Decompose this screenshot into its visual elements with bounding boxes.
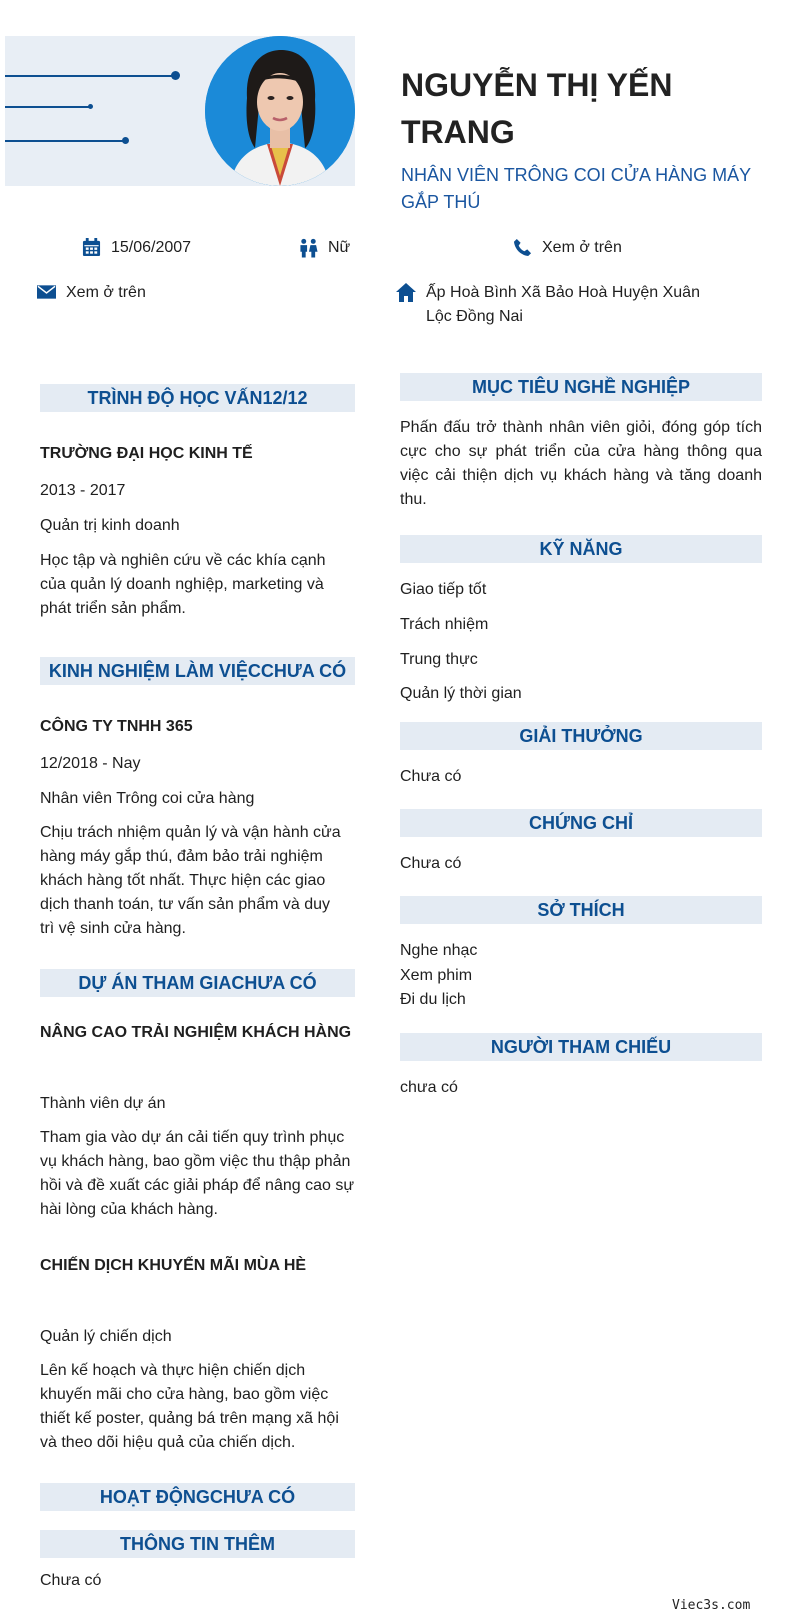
skill-item: Giao tiếp tốt: [400, 581, 487, 598]
address-item: [396, 281, 726, 329]
envelope-icon: [37, 285, 56, 299]
avatar: [205, 36, 355, 186]
skill-item: Quản lý thời gian: [400, 685, 522, 702]
brand-watermark: Viec3s.com: [672, 1598, 751, 1613]
project-description: Lên kế hoạch và thực hiện chiến dịch khuyến mãi cho cửa hàng, bao gồm việc thiết kế poster, quảng bá trên mạng xã hội và theo dõi hiệu quả của chiến dịch.: [40, 1362, 339, 1451]
experience-position: Nhân viên Trông coi cửa hàng: [40, 790, 255, 807]
project-description: Tham gia vào dự án cải tiến quy trình phục vụ khách hàng, bao gồm việc thu thập phản hồi và đề xuất các giải pháp để nâng cao sự hài lòng của khách hàng.: [40, 1129, 355, 1218]
experience-company: CÔNG TY TNHH 365: [40, 718, 193, 735]
address-value: Ấp Hoà Bình Xã Bảo Hoà Huyện Xuân Lộc Đồng Nai: [426, 284, 700, 325]
skills-heading: KỸ NĂNG: [400, 535, 762, 563]
phone-item: [513, 236, 622, 260]
decor-dot: [171, 71, 180, 80]
skill-item: Trách nhiệm: [400, 616, 489, 633]
project-role: Quản lý chiến dịch: [40, 1328, 172, 1345]
experience-period: 12/2018 - Nay: [40, 755, 141, 772]
job-title: NHÂN VIÊN TRÔNG COI CỬA HÀNG MÁY GẮP THÚ: [401, 165, 751, 212]
project-role: Thành viên dự án: [40, 1095, 166, 1112]
project-name: CHIẾN DỊCH KHUYẾN MÃI MÙA HÈ: [40, 1257, 307, 1274]
objective-content: Phấn đấu trở thành nhân viên giỏi, đóng góp tích cực cho sự phát triển của cửa hàng thông qua việc cải thiện dịch vụ khách hàng và tăng doanh thu.: [400, 419, 762, 508]
experience-heading: KINH NGHIỆM LÀM VIỆCCHƯA CÓ: [40, 657, 355, 685]
additional-info-heading: THÔNG TIN THÊM: [40, 1530, 355, 1558]
decor-dot: [88, 104, 93, 109]
projects-heading: DỰ ÁN THAM GIACHƯA CÓ: [40, 969, 355, 997]
education-description: Học tập và nghiên cứu về các khía cạnh của quản lý doanh nghiệp, marketing và phát triển sản phẩm.: [40, 552, 326, 617]
home-icon: [396, 283, 416, 302]
birthdate-value: 15/06/2007: [111, 239, 192, 256]
experience-description: Chịu trách nhiệm quản lý và vận hành cửa hàng máy gắp thú, đảm bảo trải nghiệm khách hàng tốt nhất. Thực hiện các giao dịch thanh toán, tư vấn sản phẩm và duy trì vệ sinh cửa hàng.: [40, 824, 341, 937]
certificates-heading: CHỨNG CHỈ: [400, 809, 762, 837]
activities-heading: HOẠT ĐỘNGCHƯA CÓ: [40, 1483, 355, 1511]
hobbies-heading: SỞ THÍCH: [400, 896, 762, 924]
hobby-item: Xem phim: [400, 967, 473, 984]
hobby-item: Nghe nhạc: [400, 942, 478, 959]
education-major: Quản trị kinh doanh: [40, 517, 180, 534]
hobby-item: Đi du lịch: [400, 991, 466, 1008]
phone-value: Xem ở trên: [542, 239, 622, 256]
education-heading: TRÌNH ĐỘ HỌC VẤN12/12: [40, 384, 355, 412]
skill-item: Trung thực: [400, 651, 478, 668]
calendar-icon: [82, 238, 101, 257]
email-item: [37, 281, 146, 305]
email-value: Xem ở trên: [66, 284, 146, 301]
decor-line: [5, 106, 91, 108]
decor-line: [5, 140, 127, 142]
decor-dot: [122, 137, 129, 144]
gender-item: [299, 236, 350, 260]
awards-heading: GIẢI THƯỞNG: [400, 722, 762, 750]
birthdate-item: [82, 236, 191, 260]
candidate-name: NGUYỄN THỊ YẾN TRANG: [401, 67, 673, 150]
additional-info-content: Chưa có: [40, 1572, 102, 1589]
phone-icon: [513, 238, 532, 257]
project-name: NÂNG CAO TRẢI NGHIỆM KHÁCH HÀNG: [40, 1024, 352, 1041]
objective-heading: MỤC TIÊU NGHỀ NGHIỆP: [400, 373, 762, 401]
gender-value: Nữ: [328, 239, 351, 256]
certificates-content: Chưa có: [400, 855, 462, 872]
decor-line: [5, 75, 175, 77]
gender-icon: [299, 238, 318, 258]
references-heading: NGƯỜI THAM CHIẾU: [400, 1033, 762, 1061]
education-period: 2013 - 2017: [40, 482, 126, 499]
references-content: chưa có: [400, 1079, 458, 1096]
awards-content: Chưa có: [400, 768, 462, 785]
education-school: TRƯỜNG ĐẠI HỌC KINH TẾ: [40, 445, 253, 462]
